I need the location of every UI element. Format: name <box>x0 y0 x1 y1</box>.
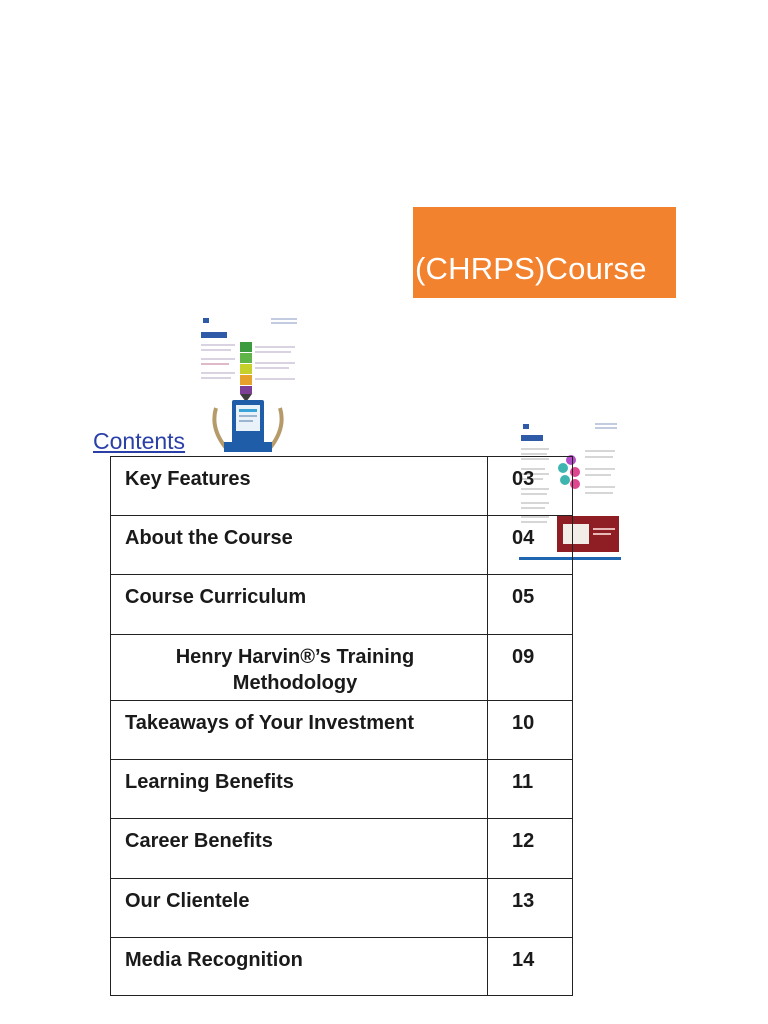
toc-page: 11 <box>488 760 573 819</box>
toc-row[interactable] <box>111 516 573 575</box>
toc-row[interactable] <box>111 701 573 760</box>
toc-title: Key Features <box>111 457 488 516</box>
toc-page: 14 <box>488 938 573 996</box>
toc-page: 03 <box>488 457 573 516</box>
toc-title: Learning Benefits <box>111 760 488 819</box>
laurel-certificate-icon <box>208 398 288 456</box>
toc-title: Takeaways of Your Investment <box>111 701 488 760</box>
toc-row[interactable] <box>111 879 573 938</box>
toc-page: 13 <box>488 879 573 938</box>
toc-title: Media Recognition <box>111 938 488 996</box>
toc-row[interactable] <box>111 760 573 819</box>
toc-title: About the Course <box>111 516 488 575</box>
toc-row[interactable] <box>111 457 573 516</box>
course-title-banner <box>413 207 676 298</box>
toc-page: 05 <box>488 575 573 635</box>
toc-row[interactable] <box>111 575 573 635</box>
course-title: (CHRPS)Course <box>415 251 647 286</box>
toc-title: Henry Harvin®’s Training Methodology <box>111 635 488 701</box>
toc-row[interactable] <box>111 938 573 996</box>
toc-page: 12 <box>488 819 573 879</box>
certificate-award-image <box>208 398 288 456</box>
contents-link[interactable]: Contents <box>93 428 186 454</box>
table-of-contents <box>110 456 573 996</box>
methodology-page-image <box>197 316 301 402</box>
toc-row[interactable] <box>111 635 573 701</box>
page-thumbnail-methodology <box>197 316 301 402</box>
toc-title: Course Curriculum <box>111 575 488 635</box>
toc-title: Career Benefits <box>111 819 488 879</box>
toc-page: 09 <box>488 635 573 701</box>
toc-row[interactable] <box>111 819 573 879</box>
toc-page: 10 <box>488 701 573 760</box>
toc-title: Our Clientele <box>111 879 488 938</box>
toc-page: 04 <box>488 516 573 575</box>
